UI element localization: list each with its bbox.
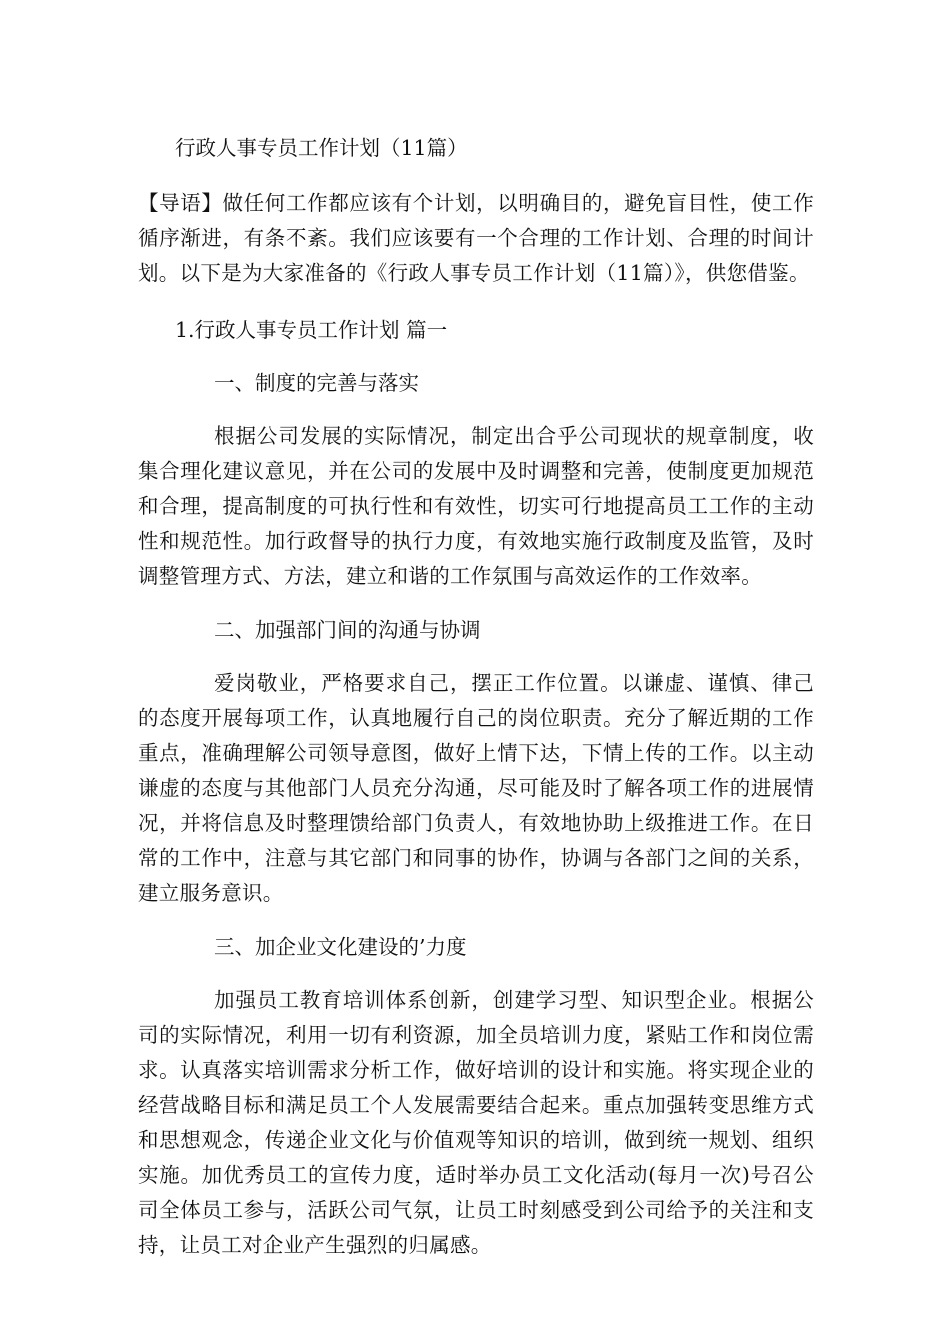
intro-paragraph: 【导语】做任何工作都应该有个计划，以明确目的，避免盲目性，使工作循序渐进，有条不紊。我们应该要有一个合理的工作计划、合理的时间计划。以下是为大家准备的《行政人事专员工作计划（11篇）》，供您借鉴。 [138, 191, 814, 285]
section-body-3: 加强员工教育培训体系创新，创建学习型、知识型企业。根据公司的实际情况，利用一切有利资源，加全员培训力度，紧贴工作和岗位需求。认真落实培训需求分析工作，做好培训的设计和实施。将实现企业的经营战略目标和满足员工个人发展需要结合起来。重点加强转变思维方式和思想观念，传递企业文化与价值观等知识的培训，做到统一规划、组织实施。加优秀员工的宣传力度，适时举办员工文化活动(每月一次)号召公司全体员工参与，活跃公司气氛，让员工时刻感受到公司给予的关注和支持，让员工对企业产生强烈的归属感。 [138, 988, 814, 1257]
section-heading-1: 一、制度的完善与落实 [214, 371, 419, 395]
document-content [138, 131, 814, 1263]
section-body-2: 爱岗敬业，严格要求自己，摆正工作位置。以谦虚、谨慎、律己的态度开展每项工作，认真地履行自己的岗位职责。充分了解近期的工作重点，准确理解公司领导意图，做好上情下达，下情上传的工作。以主动谦虚的态度与其他部门人员充分沟通，尽可能及时了解各项工作的进展情况，并将信息及时整理馈给部门负责人，有效地协助上级推进工作。在日常的工作中，注意与其它部门和同事的协作，协调与各部门之间的关系，建立服务意识。 [138, 671, 814, 905]
article-title: 1.行政人事专员工作计划 篇一 [175, 318, 448, 342]
section-heading-2: 二、加强部门间的沟通与协调 [214, 618, 481, 642]
section-heading-3: 三、加企业文化建设的’力度 [214, 935, 467, 959]
document-title: 行政人事专员工作计划（11篇） [175, 136, 468, 160]
section-body-1: 根据公司发展的实际情况，制定出合乎公司现状的规章制度，收集合理化建议意见，并在公司的发展中及时调整和完善，使制度更加规范和合理，提高制度的可执行性和有效性，切实可行地提高员工工作的主动性和规范性。加行政督导的执行力度，有效地实施行政制度及监管，及时调整管理方式、方法，建立和谐的工作氛围与高效运作的工作效率。 [138, 424, 814, 588]
